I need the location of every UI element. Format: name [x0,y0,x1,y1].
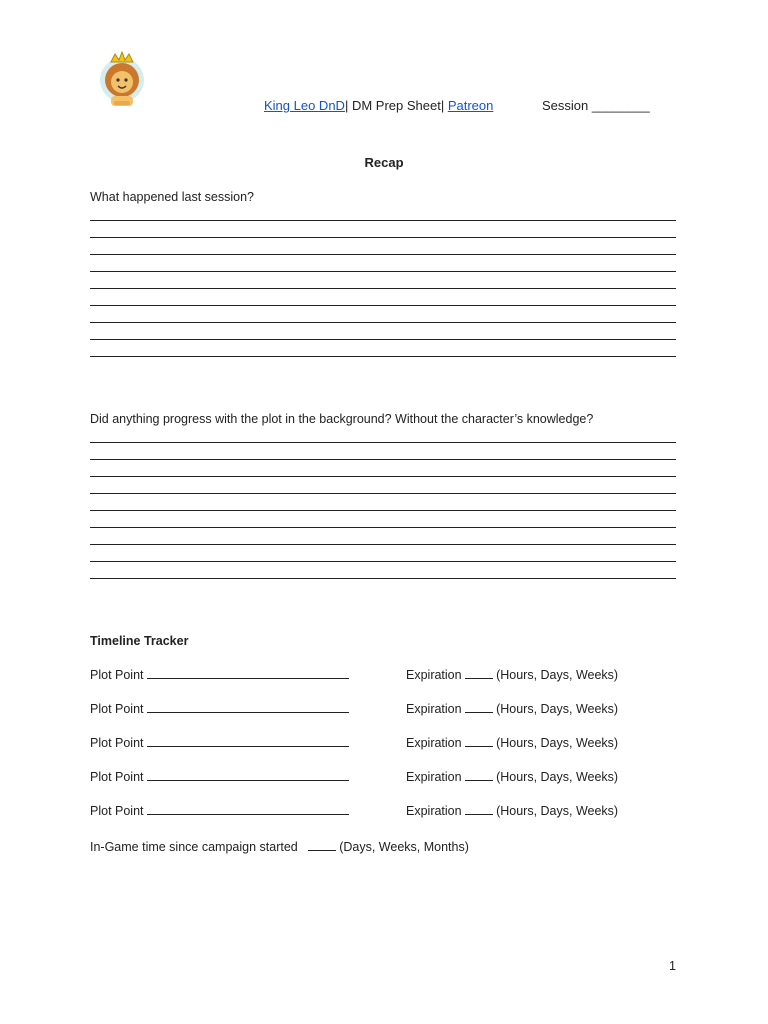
page-number: 1 [669,959,676,973]
answer-line[interactable] [90,288,676,289]
answer-line[interactable] [90,271,676,272]
plot-point-label: Plot Point [90,736,144,750]
recap-heading: Recap [364,155,404,170]
answer-line[interactable] [90,356,676,357]
plot-point-label: Plot Point [90,668,144,682]
question-last-session: What happened last session? [90,190,254,204]
answer-line[interactable] [90,254,676,255]
answer-line[interactable] [90,220,676,221]
question-background-plot: Did anything progress with the plot in the background? Without the character’s knowledge? [90,412,594,426]
plot-point-blank[interactable] [147,711,349,713]
expiration-units: (Hours, Days, Weeks) [496,804,619,818]
ingame-time-blank[interactable] [308,849,336,851]
expiration-label: Expiration [406,736,462,750]
expiration-units: (Hours, Days, Weeks) [496,770,619,784]
answer-line[interactable] [90,527,676,528]
answer-line[interactable] [90,476,676,477]
plot-point-blank[interactable] [147,745,349,747]
answer-line[interactable] [90,339,676,340]
timeline-heading: Timeline Tracker [90,634,189,648]
answer-line[interactable] [90,459,676,460]
ingame-time-row [90,840,469,854]
expiration-units: (Hours, Days, Weeks) [496,702,619,716]
plot-point-blank[interactable] [147,779,349,781]
expiration-blank[interactable] [465,711,493,713]
timeline-row [0,736,768,756]
timeline-row [0,804,768,824]
header-separator-text: | DM Prep Sheet| [344,98,448,113]
ingame-time-label: In-Game time since campaign started [90,840,298,854]
answer-line[interactable] [90,578,676,579]
timeline-row [0,770,768,790]
answer-line[interactable] [90,305,676,306]
ingame-time-units: (Days, Weeks, Months) [339,840,469,854]
answer-line[interactable] [90,493,676,494]
answer-line[interactable] [90,510,676,511]
patreon-link[interactable]: Patreon [447,98,494,113]
expiration-blank[interactable] [465,779,493,781]
expiration-units: (Hours, Days, Weeks) [496,668,619,682]
answer-line[interactable] [90,322,676,323]
king-leo-link[interactable]: King Leo DnD [264,98,345,113]
session-field[interactable]: Session ________ [542,98,650,113]
timeline-row [0,668,768,688]
king-leo-logo [96,48,148,110]
plot-point-label: Plot Point [90,702,144,716]
plot-point-blank[interactable] [147,677,349,679]
answer-line[interactable] [90,237,676,238]
answer-line[interactable] [90,544,676,545]
plot-point-label: Plot Point [90,804,144,818]
expiration-label: Expiration [406,702,462,716]
plot-point-label: Plot Point [90,770,144,784]
expiration-label: Expiration [406,770,462,784]
expiration-units: (Hours, Days, Weeks) [496,736,619,750]
answer-line[interactable] [90,561,676,562]
expiration-label: Expiration [406,804,462,818]
expiration-blank[interactable] [465,745,493,747]
header-title [264,98,493,113]
plot-point-blank[interactable] [147,813,349,815]
expiration-label: Expiration [406,668,462,682]
timeline-row [0,702,768,722]
answer-line[interactable] [90,442,676,443]
expiration-blank[interactable] [465,813,493,815]
expiration-blank[interactable] [465,677,493,679]
